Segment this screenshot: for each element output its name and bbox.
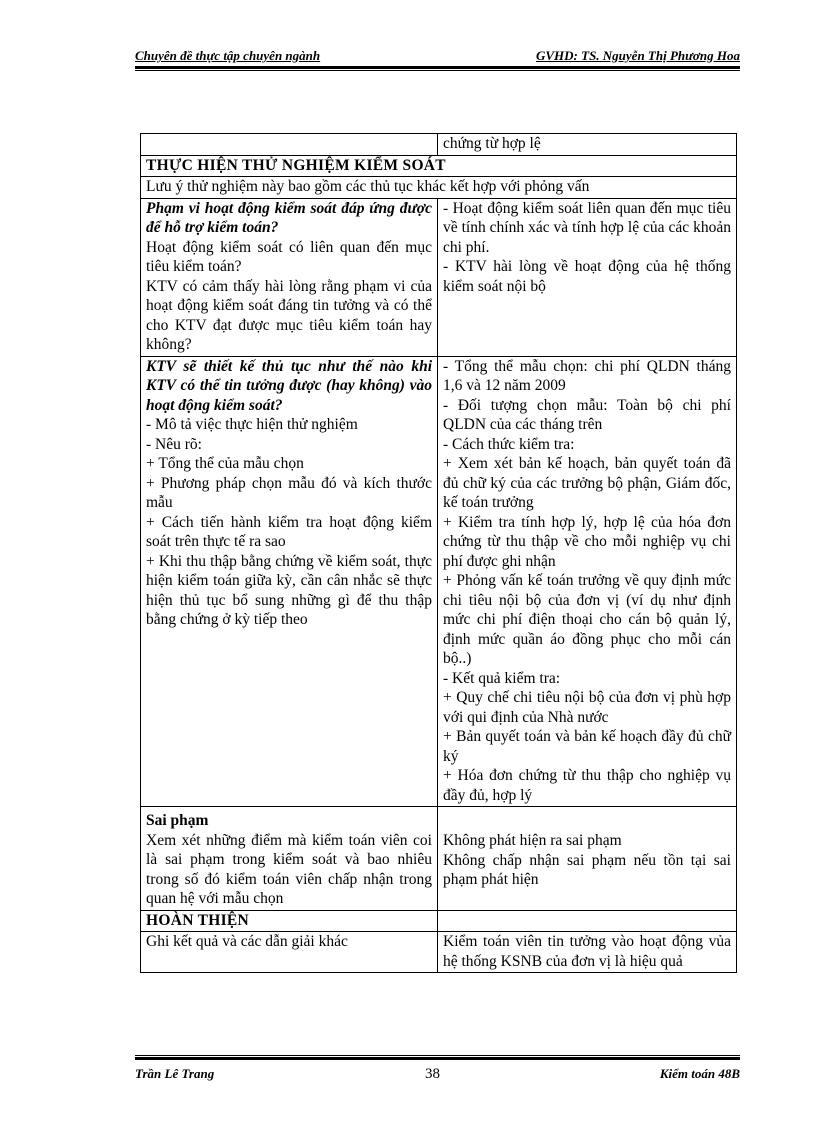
table-note: Lưu ý thử nghiệm này bao gồm các thủ tục khác kết hợp với phỏng vấn xyxy=(141,177,737,199)
question-heading: Phạm vi hoạt động kiểm soát đáp ứng được để hỗ trợ kiểm toán? xyxy=(146,199,432,236)
footer-rule-thin xyxy=(135,1055,740,1056)
list-item: - Đối tượng chọn mẫu: Toàn bộ chi phí QLDN của các tháng trên xyxy=(443,396,731,433)
list-item: + Phương pháp chọn mẫu đó và kích thước mẫu xyxy=(146,474,432,511)
header-rule xyxy=(135,66,740,69)
list-item: + Khi thu thập bằng chứng về kiểm soát, thực hiện kiểm toán giữa kỳ, cần cân nhắc sẽ thực hiện thủ tục bổ sung những gì để thu thập bằng chứng ở kỳ tiếp theo xyxy=(146,552,432,628)
table-row xyxy=(141,932,737,973)
question-heading: Sai phạm xyxy=(146,812,209,829)
table-row xyxy=(141,134,737,156)
table-row xyxy=(141,356,737,807)
answer-text: Không phát hiện ra sai phạm xyxy=(443,832,622,849)
table-cell-answer xyxy=(438,356,737,807)
footer-author: Trần Lê Trang xyxy=(135,1066,215,1081)
section-heading-completion: HOÀN THIỆN xyxy=(141,910,438,932)
table-cell-empty xyxy=(438,910,737,932)
table-cell-question xyxy=(141,198,438,356)
answer-text: - KTV hài lòng về hoạt động của hệ thống kiểm soát nội bộ xyxy=(443,258,731,295)
table-row xyxy=(141,807,737,911)
table-cell-question xyxy=(141,356,438,807)
question-text: Hoạt động kiểm soát có liên quan đến mục tiêu kiểm toán? xyxy=(146,238,432,275)
list-item: + Bản quyết toán và bản kế hoạch đầy đủ chữ ký xyxy=(443,728,731,765)
page-header xyxy=(135,48,740,66)
list-item: + Cách tiến hành kiểm tra hoạt động kiểm soát trên thực tế ra sao xyxy=(146,513,432,550)
table-row xyxy=(141,198,737,356)
list-item: + Quy chế chi tiêu nội bộ của đơn vị phù hợp với qui định của Nhà nước xyxy=(443,689,731,726)
section-row xyxy=(141,910,737,932)
table-cell-empty xyxy=(141,134,438,156)
list-item: - Cách thức kiểm tra: xyxy=(443,435,575,453)
section-row xyxy=(141,155,737,177)
list-item: + Kiểm tra tính hợp lý, hợp lệ của hóa đơn chứng từ thu thập về cho mỗi nghiệp vụ chi phí được ghi nhận xyxy=(443,513,731,570)
note-row xyxy=(141,177,737,199)
list-item: - Mô tả việc thực hiện thử nghiệm xyxy=(146,416,358,433)
question-text: Xem xét những điểm mà kiểm toán viên coi là sai phạm trong kiểm soát và bao nhiêu trong số đó kiểm toán viên chấp nhận trong quan hệ với mẫu chọn xyxy=(146,831,432,907)
question-heading: KTV sẽ thiết kế thủ tục như thế nào khi KTV có thể tin tưởng được (hay không) vào hoạt động kiểm soát? xyxy=(146,357,432,414)
answer-text: Không chấp nhận sai phạm nếu tồn tại sai phạm phát hiện xyxy=(443,851,731,888)
list-item: + Phỏng vấn kế toán trưởng về quy định mức chi tiêu nội bộ của đơn vị (ví dụ như định mức chi phí điện thoại cho cán bộ quản lý, định mức quần áo đồng phục cho mỗi cán bộ..) xyxy=(443,572,731,667)
table-cell: chứng từ hợp lệ xyxy=(438,134,737,156)
list-item: - Nêu rõ: xyxy=(146,435,202,453)
list-item: - Tổng thể mẫu chọn: chi phí QLDN tháng 1,6 và 12 năm 2009 xyxy=(443,357,731,394)
list-item: + Xem xét bản kế hoạch, bản quyết toán đã đủ chữ ký của các trưởng bộ phận, Giám đốc, kế toán trưởng xyxy=(443,455,731,511)
list-item: + Tổng thể của mẫu chọn xyxy=(146,455,304,472)
footer-rule xyxy=(135,1057,740,1060)
list-item: - Kết quả kiểm tra: xyxy=(443,669,561,687)
header-document-title: Chuyên đề thực tập chuyên ngành xyxy=(135,48,321,63)
table-cell-question xyxy=(141,807,438,911)
table-cell: Kiểm toán viên tin tưởng vào hoạt động vủa hệ thống KSNB của đơn vị là hiệu quả xyxy=(438,932,737,973)
answer-text: - Hoạt động kiểm soát liên quan đến mục tiêu về tính chính xác và tính hợp lệ của các khoản chi phí. xyxy=(443,199,731,256)
audit-procedure-table xyxy=(140,133,737,973)
table-cell-answer xyxy=(438,198,737,356)
table-cell-answer xyxy=(438,807,737,911)
footer-class: Kiểm toán 48B xyxy=(659,1066,740,1081)
page-footer xyxy=(135,1064,740,1084)
page-number: 38 xyxy=(425,1066,440,1082)
list-item: + Hóa đơn chứng từ thu thập cho nghiệp vụ đầy đủ, hợp lý xyxy=(443,767,731,804)
question-text: KTV có cảm thấy hài lòng rằng phạm vi của hoạt động kiểm soát đáng tin tưởng và có thể cho KTV đạt được mục tiêu kiểm toán hay không? xyxy=(146,277,432,353)
header-advisor: GVHD: TS. Nguyễn Thị Phương Hoa xyxy=(535,48,740,63)
section-heading-controls-test: THỰC HIỆN THỬ NGHIỆM KIỂM SOÁT xyxy=(141,155,737,177)
header-rule-thin xyxy=(135,70,740,71)
table-cell: Ghi kết quả và các dẫn giải khác xyxy=(141,932,438,973)
